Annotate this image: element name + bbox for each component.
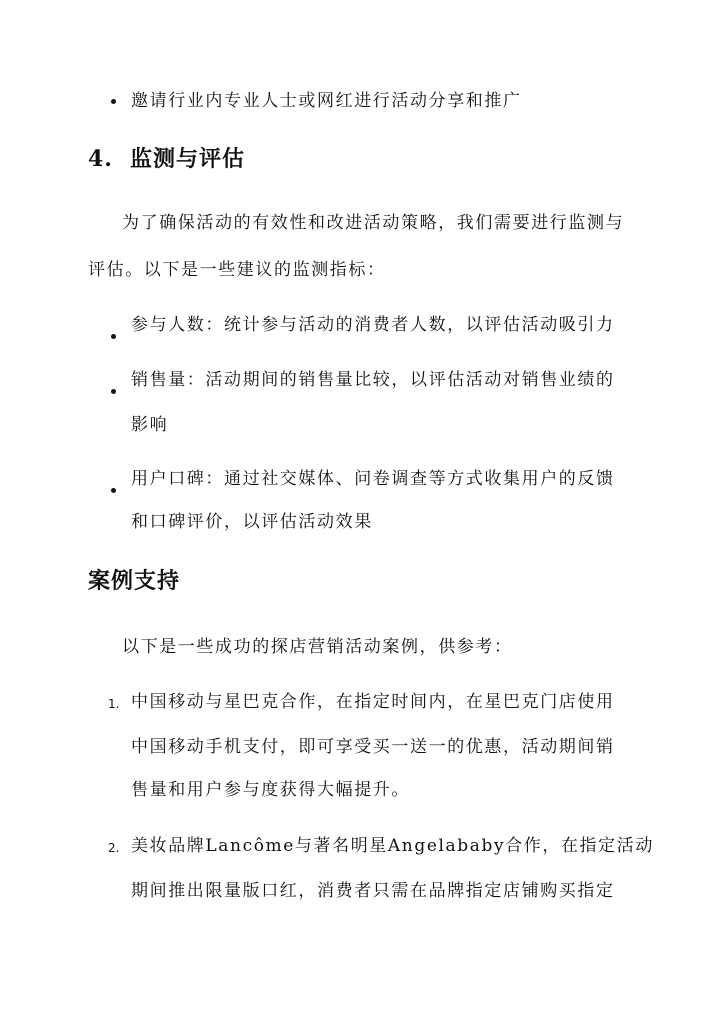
bullet-text: 用户口碑：通过社交媒体、问卷调查等方式收集用户的反馈	[131, 469, 615, 489]
paragraph-line: 评估。以下是一些建议的监测指标：	[88, 260, 386, 280]
paragraph-line: 为了确保活动的有效性和改进活动策略，我们需要进行监测与	[122, 213, 625, 233]
bullet-dot	[111, 99, 116, 104]
bullet-dot	[111, 488, 116, 493]
bullet-text-continuation: 和口碑评价，以评估活动效果	[131, 512, 373, 532]
cases-intro: 以下是一些成功的探店营销活动案例，供参考：	[122, 637, 513, 657]
section-number: 4.	[88, 146, 113, 172]
section-heading	[88, 145, 245, 173]
list-number: 1.	[108, 697, 120, 711]
section-title: 监测与评估	[130, 146, 246, 172]
bullet-text: 参与人数：统计参与活动的消费者人数，以评估活动吸引力	[131, 315, 615, 335]
case-text-continuation: 中国移动手机支付，即可享受买一送一的优惠，活动期间销	[131, 737, 615, 757]
case-text-continuation: 期间推出限量版口红，消费者只需在品牌指定店铺购买指定	[131, 881, 615, 901]
bullet-dot	[111, 334, 116, 339]
bullet-text: 销售量：活动期间的销售量比较，以评估活动对销售业绩的	[131, 370, 615, 390]
bullet-text: 邀请行业内专业人士或网红进行活动分享和推广	[131, 91, 522, 111]
bullet-dot	[111, 389, 116, 394]
case-text: 中国移动与星巴克合作，在指定时间内，在星巴克门店使用	[131, 692, 615, 712]
case-text: 美妆品牌Lancôme与著名明星Angelababy合作，在指定活动	[131, 836, 654, 856]
case-text-continuation: 售量和用户参与度获得大幅提升。	[131, 780, 410, 800]
list-number: 2.	[108, 841, 120, 855]
bullet-text-continuation: 影响	[131, 415, 169, 435]
cases-heading: 案例支持	[88, 568, 181, 594]
